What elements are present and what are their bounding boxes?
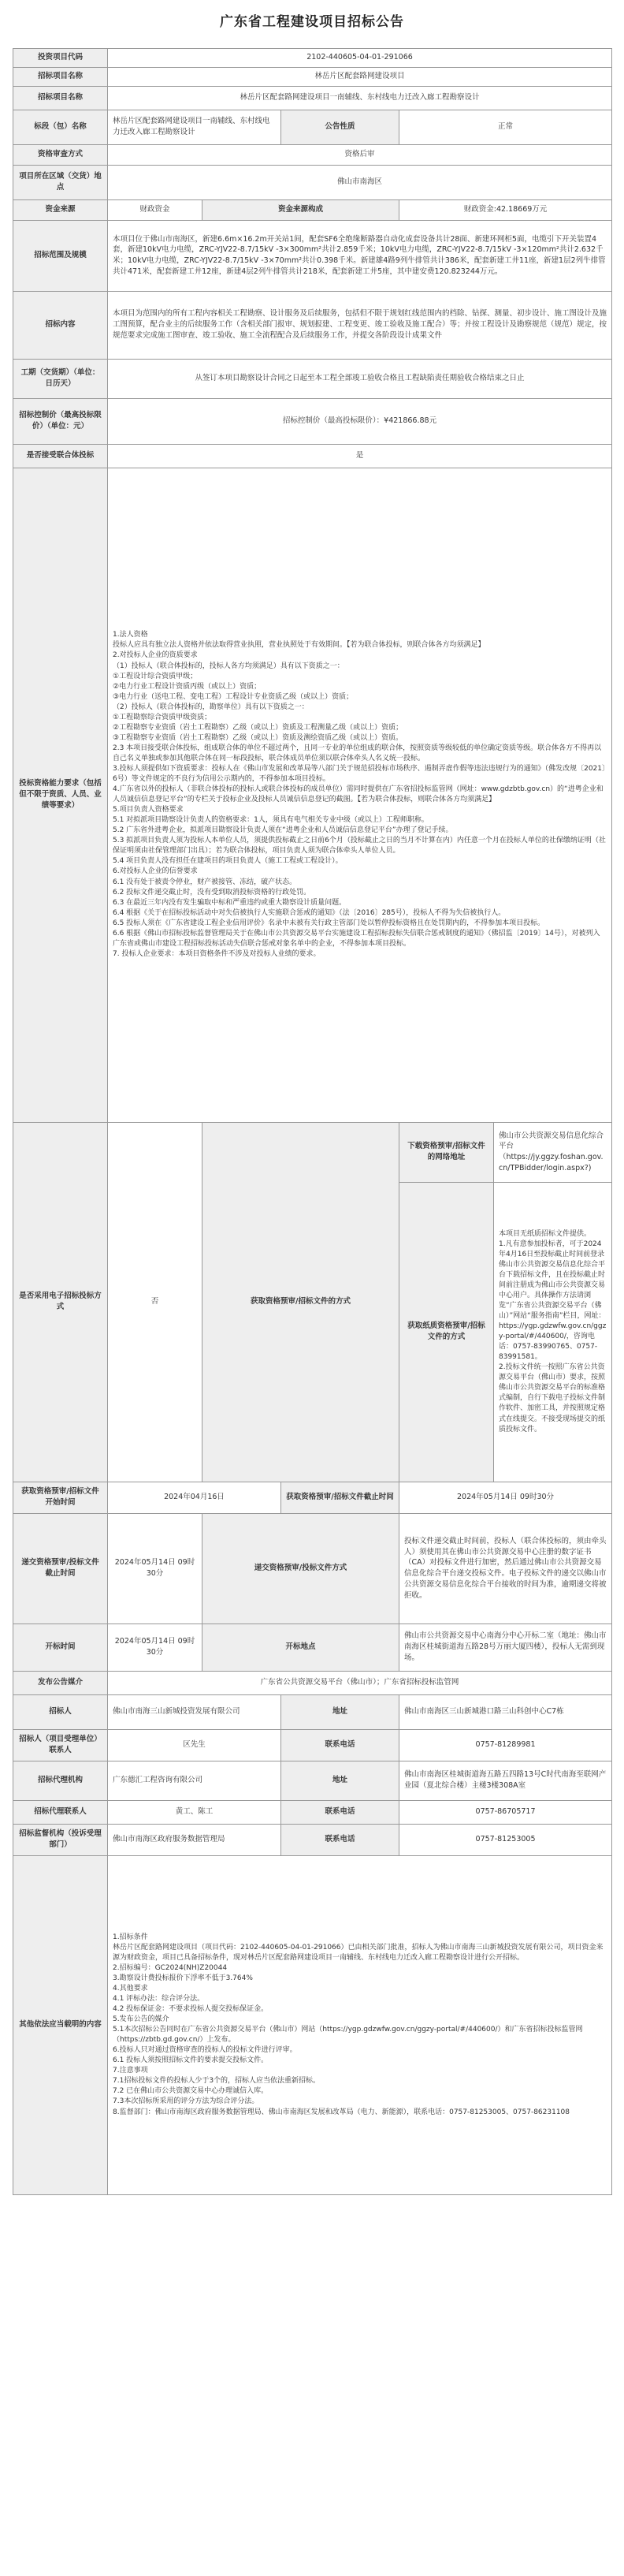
- open-place-value: 佛山市公共资源交易中心南海分中心开标二室（地址：佛山市南海区桂城街道海五路28号万丽大厦四楼），投标人无需到现场。: [399, 1624, 612, 1671]
- open-time-label: 开标时间: [13, 1624, 108, 1671]
- row-section: [13, 110, 612, 144]
- submit-method-label: 递交资格预审/投标文件方式: [202, 1513, 399, 1624]
- agency-address-value: 佛山市南海区桂城街道海五路五四路13号C时代南海至联网产业园（夏北综合楼）主楼3楼308A室: [399, 1761, 612, 1800]
- location-label: 项目所在区域（交货）地点: [13, 165, 108, 199]
- electronic-bid-label: 是否采用电子招标投标方式: [13, 1122, 108, 1482]
- qualification-label: 投标资格能力要求（包括但不限于资质、人员、业绩等要求）: [13, 468, 108, 1122]
- row-tenderer-contact: [13, 1729, 612, 1761]
- funding-structure-value: 财政资金:42.18669万元: [399, 199, 612, 220]
- project-code-label: 投资项目代码: [13, 48, 108, 67]
- tenderer-contact-label: 招标人（项目受理单位）联系人: [13, 1729, 108, 1761]
- media-label: 发布公告媒介: [13, 1671, 108, 1694]
- deadline-value: 2024年05月14日 09时30分: [108, 1513, 202, 1624]
- doc-end-value: 2024年05月14日 09时30分: [399, 1482, 612, 1513]
- section-value: 林岳片区配套路网建设项目一南辅线、东村线电力迁改入廊工程勘察设计: [108, 110, 281, 144]
- row-submission: [13, 1513, 612, 1624]
- page-title: 广东省工程建设项目招标公告: [220, 14, 404, 30]
- row-tender-content: [13, 291, 612, 359]
- agency-label: 招标代理机构: [13, 1761, 108, 1800]
- tenderer-phone-label: 联系电话: [281, 1729, 399, 1761]
- supervisor-phone-label: 联系电话: [281, 1824, 399, 1855]
- open-place-label: 开标地点: [202, 1624, 399, 1671]
- row-supervisor: [13, 1824, 612, 1855]
- other-label: 其他依法应当载明的内容: [13, 1855, 108, 2194]
- row-other: [13, 1855, 612, 2194]
- funding-label: 资金来源: [13, 199, 108, 220]
- media-value: 广东省公共资源交易平台（佛山市）；广东省招标投标监管网: [108, 1671, 612, 1694]
- row-location: [13, 165, 612, 199]
- open-time-value: 2024年05月14日 09时30分: [108, 1624, 202, 1671]
- control-price-value: 招标控制价（最高投标限价）：¥421866.88元: [108, 398, 612, 444]
- review-method-value: 资格后审: [108, 144, 612, 165]
- tender-notice-table: [13, 48, 612, 2195]
- agency-contact-label: 招标代理联系人: [13, 1800, 108, 1824]
- duration-value: 从签订本项目勘察设计合同之日起至本工程全部竣工验收合格且工程缺陷责任期验收合格结束之日止: [108, 359, 612, 398]
- tenderer-address-value: 佛山市南海区三山新城港口路三山科创中心C7栋: [399, 1694, 612, 1729]
- notice-status-label: 公告性质: [281, 110, 399, 144]
- agency-contact-value: 黄工、陈工: [108, 1800, 281, 1824]
- row-control-price: [13, 398, 612, 444]
- qualification-text: 1.法人资格 投标人应具有独立法人资格并依法取得营业执照，营业执照处于有效期间。【若为联合体投标，则联合体各方均须满足】 2.对投标人企业的资质要求 （1）投标人（联合体投标的，投标人各方均须满足）具有以下资质之一： ①工程设计综合资质甲级； ②电力行业工程设计资质丙级（或以上）资质； ③电力行业（送电工程、变电工程）工程设计专业资质乙级（或以上）资质； （2）投标人（联合体投标的，勘察单位）具有以下资质之一： ①工程勘察综合资质甲级资质； ②工程勘察专业资质（岩土工程勘察）乙级（或以上）资质及工程测量乙级（或以上）资质； ③工程勘察专业资质（岩土工程勘察）乙级（或以上）资质及测绘资质乙级（或以上）资质。 2.3 本项目接受联合体投标，组成联合体的单位不超过两个，且同一专业的单位组成的联合体，按照资质等级较低的单位确定资质等级。联合体各方不得再以自己名义单独或参加其他联合体在同一标段投标，联合体成员单位须以联合体牵头人名义统一投标。 3.投标人须提供如下资质要求：投标人在《佛山市发展和改革局等八部门关于规范招投标市场秩序、遏制弄虚作假等违法违规行为的通知》（佛发改规〔2021〕6号）等文件规定的不良行为信用公示期内的，不得参加本项目投标。 4.广东省以外的投标人（非联合体投标的投标人或联合体投标的成员单位）需同时提供在广东省招投标监管网（网址：www.gdzbtb.gov.cn）的“进粤企业和人员诚信信息登记平台”的专栏关于投标企业及投标人员诚信信息登记的截图。【若为联合体投标，则联合体各方均须满足】 5.项目负责人资格要求 5.1 对拟派项目勘察设计负责人的资格要求：1人，须具有电气相关专业中级（或以上）工程师职称。 5.2 广东省外进粤企业，拟派项目勘察设计负责人须在“进粤企业和人员诚信信息登记平台”办理了登记手续。 5.3 拟派项目负责人须为投标人本单位人员，须提供投标截止之日前6个月（投标截止之日的当月不计算在内）内任意一个月在投标人单位的社保缴纳证明（社保证明须由社保管理部门出具）；若为联合体投标，项目负责人须为联合体牵头人单位人员。 5.4 项目负责人没有担任在建项目的项目负责人（施工工程或工程设计）。 6.对投标人企业的信誉要求 6.1 没有处于被责令停业，财产被接管、冻结，破产状态。 6.2 投标文件递交截止时，没有受到取消投标资格的行政处罚。 6.3 在最近三年内没有发生骗取中标和严重违约或重大勘察设计质量问题。 6.4 根据《关于在招标投标活动中对失信被执行人实施联合惩戒的通知》（法〔2016〕285号），投标人不得为失信被执行人。 6.5 投标人须在《广东省建设工程企业信用评价》名录中未被有关行政主管部门处以暂停投标资格且在处罚期内的，不得参加本项目投标。 6.6 根据《佛山市招标投标监督管理局关于在佛山市公共资源交易平台实施建设工程招标投标失信联合惩戒制度的通知》（佛招监〔2019〕14号），对被列入广东省或佛山市建设工程招标投标活动失信联合惩戒对象名单中的企业，不得参加本项目投标。 7. 投标人企业要求：本项目资格条件不涉及对投标人业绩的要求。: [108, 468, 612, 1122]
- scope-label: 招标范围及规模: [13, 220, 108, 291]
- consortium-value: 是: [108, 444, 612, 468]
- tenderer-phone-value: 0757-81289981: [399, 1729, 612, 1761]
- notice-status-value: 正常: [399, 110, 612, 144]
- row-duration: [13, 359, 612, 398]
- download-address-value[interactable]: 佛山市公共资源交易信息化综合平台（https://jy.ggzy.foshan.gov.cn/TPBidder/login.aspx?): [494, 1122, 612, 1182]
- electronic-bid-value: 否: [108, 1122, 202, 1482]
- duration-label: 工期（交货期）（单位：日历天）: [13, 359, 108, 398]
- project-name-value: 林岳片区配套路网建设项目: [108, 67, 612, 86]
- deadline-label: 递交资格预审/投标文件截止时间: [13, 1513, 108, 1624]
- row-tenderer: [13, 1694, 612, 1729]
- other-text: 1.招标条件 林岳片区配套路网建设项目（项目代码：2102-440605-04-01-291066）已由相关部门批准，招标人为佛山市南海三山新城投资发展有限公司，项目资金来源为财政资金，项目已具备招标条件，现对林岳片区配套路网建设项目一南辅线、东村线电力迁改入廊工程勘察设计进行公开招标。 2.招标编号：GC2024(NH)Z20044 3.勘察设计费投标报价下浮率不低于3.764% 4.其他要求 4.1 评标办法：综合评分法。 4.2 投标保证金：不要求投标人提交投标保证金。 5.发布公告的媒介 5.1本次招标公告同时在广东省公共资源交易平台（佛山市）网站（https://ygp.gdzwfw.gov.cn/ggzy-portal/#/440600/）和广东省招标投标监管网（https://zbtb.gd.gov.cn/）上发布。 6.投标人只对通过资格审查的投标人的投标文件进行评审。 6.1 投标人须按照招标文件的要求提交投标文件。 7.注意事项 7.1招标投标文件的投标人少于3个的，招标人应当依法重新招标。 7.2 已在佛山市公共资源交易中心办理诚信入库。 7.3本次招标所采用的评分方法为综合评分法。 8.监督部门：佛山市南海区政府服务数据管理局、佛山市南海区发展和改革局（电力、新能源），联系电话：0757-81253005、0757-86231108: [108, 1855, 612, 2194]
- tender-project-name-label: 招标项目名称: [13, 86, 108, 110]
- tenderer-value: 佛山市南海三山新城投资发展有限公司: [108, 1694, 281, 1729]
- tenderer-address-label: 地址: [281, 1694, 399, 1729]
- consortium-label: 是否接受联合体投标: [13, 444, 108, 468]
- project-code-value: 2102-440605-04-01-291066: [108, 48, 612, 67]
- row-project-name: [13, 67, 612, 86]
- project-name-label: 招标项目名称: [13, 67, 108, 86]
- agency-address-label: 地址: [281, 1761, 399, 1800]
- row-consortium: [13, 444, 612, 468]
- location-value: 佛山市南海区: [108, 165, 612, 199]
- tender-content-text: 本项目为范围内的所有工程内容相关工程勘察、设计服务及后续服务，包括但不限于规划红线范围内的档除、钻探、测量、初步设计、施工图设计及施工图预算，配合业主的后续服务工作（含相关部门报审、规划报建、工程变更、竣工验收及施工配合）等；并按工程设计及勘察规范（规范）规定，按规范要求完成施工图审查、竣工验收、施工全流程配合及后续服务工作，并提交各阶段设计成果文件: [108, 291, 612, 359]
- section-label: 标段（包）名称: [13, 110, 108, 144]
- row-agency: [13, 1761, 612, 1800]
- scope-text: 本项目位于佛山市南海区，新建6.6m×16.2m开关站1间，配套SF6全绝缘断路器自动化成套设备共计28面、新建环网柜5面，电缆引下开关装置4套，新建10kV电力电缆，ZRC-YJV22-8.7/15kV -3×300mm²共计2.859千米；10kV电力电缆，ZRC-YJV22-8.7/15kV -3×120mm²共计2.632千米；10kV电力电缆，ZRC-YJV22-8.7/15kV -3×70mm²共计0.398千米。新建雄4路9列牛排管共计386米，配套新建工井11座，新建1层2列牛排管共计471米，配套新建工井12座，新建4层2列牛排管共计218米，配套新建工井5座，其中建安费120.823244万元。: [108, 220, 612, 291]
- doc-start-label: 获取资格预审/招标文件开始时间: [13, 1482, 108, 1513]
- paper-docs-label: 获取纸质资格预审/招标文件的方式: [399, 1182, 494, 1482]
- get-method-label: 获取资格预审/招标文件的方式: [202, 1122, 399, 1482]
- row-media: [13, 1671, 612, 1694]
- doc-end-label: 获取资格预审/招标文件截止时间: [281, 1482, 399, 1513]
- agency-phone-value: 0757-86705717: [399, 1800, 612, 1824]
- row-review-method: [13, 144, 612, 165]
- tenderer-contact-value: 区先生: [108, 1729, 281, 1761]
- paper-docs-value: 本项目无纸质招标文件提供。 1.凡有意参加投标者，可于2024年4月16日至投标截止时间前登录佛山市公共资源交易信息化综合平台下载招标文件，且在投标截止时间前注册成为佛山市公共资源交易中心用户。具体操作方法请浏览“广东省公共资源交易平台（佛山）”网站“服务指南”栏目，网址：https://ygp.gdzwfw.gov.cn/ggzy-portal/#/440600/，咨询电话：0757-83990765、0757-83991581。 2.投标文件统一按照广东省公共资源交易平台（佛山市）要求，按照佛山市公共资源交易平台的标准格式编制，自行下载电子投标文件制作软件、加密工具，并按照规定格式在线提交。不接受现场提交的纸质投标文件。: [494, 1182, 612, 1482]
- control-price-label: 招标控制价（最高投标限价）（单位：元）: [13, 398, 108, 444]
- tender-content-label: 招标内容: [13, 291, 108, 359]
- tenderer-label: 招标人: [13, 1694, 108, 1729]
- review-method-label: 资格审查方式: [13, 144, 108, 165]
- agency-phone-label: 联系电话: [281, 1800, 399, 1824]
- supervisor-phone-value: 0757-81253005: [399, 1824, 612, 1855]
- row-qualification: [13, 468, 612, 1122]
- funding-source: 财政资金: [108, 199, 202, 220]
- row-funding: [13, 199, 612, 220]
- supervisor-value: 佛山市南海区政府服务数据管理局: [108, 1824, 281, 1855]
- supervisor-label: 招标监督机构（投诉受理部门）: [13, 1824, 108, 1855]
- funding-structure-label: 资金来源构成: [202, 199, 399, 220]
- row-project-code: [13, 48, 612, 67]
- tender-project-name-value: 林岳片区配套路网建设项目一南辅线、东村线电力迁改入廊工程勘察设计: [108, 86, 612, 110]
- row-scope: [13, 220, 612, 291]
- row-opening: [13, 1624, 612, 1671]
- row-doc-time: [13, 1482, 612, 1513]
- download-address-label: 下载资格预审/招标文件的网络地址: [399, 1122, 494, 1182]
- row-tender-project-name: [13, 86, 612, 110]
- doc-start-value: 2024年04月16日: [108, 1482, 281, 1513]
- row-download: [13, 1122, 612, 1182]
- agency-value: 广东德汇工程咨询有限公司: [108, 1761, 281, 1800]
- row-agency-contact: [13, 1800, 612, 1824]
- notice-page: [13, 0, 611, 2195]
- submit-method-value: 投标文件递交截止时间前，投标人（联合体投标的，须由牵头人）须使用其在佛山市公共资源交易中心注册的数字证书（CA）对投标文件进行加密，然后通过佛山市公共资源交易信息化综合平台递交投标文件。电子投标文件的递交以佛山市公共资源交易信息化综合平台接收的时间为准，逾期递交将被拒收。: [399, 1513, 612, 1624]
